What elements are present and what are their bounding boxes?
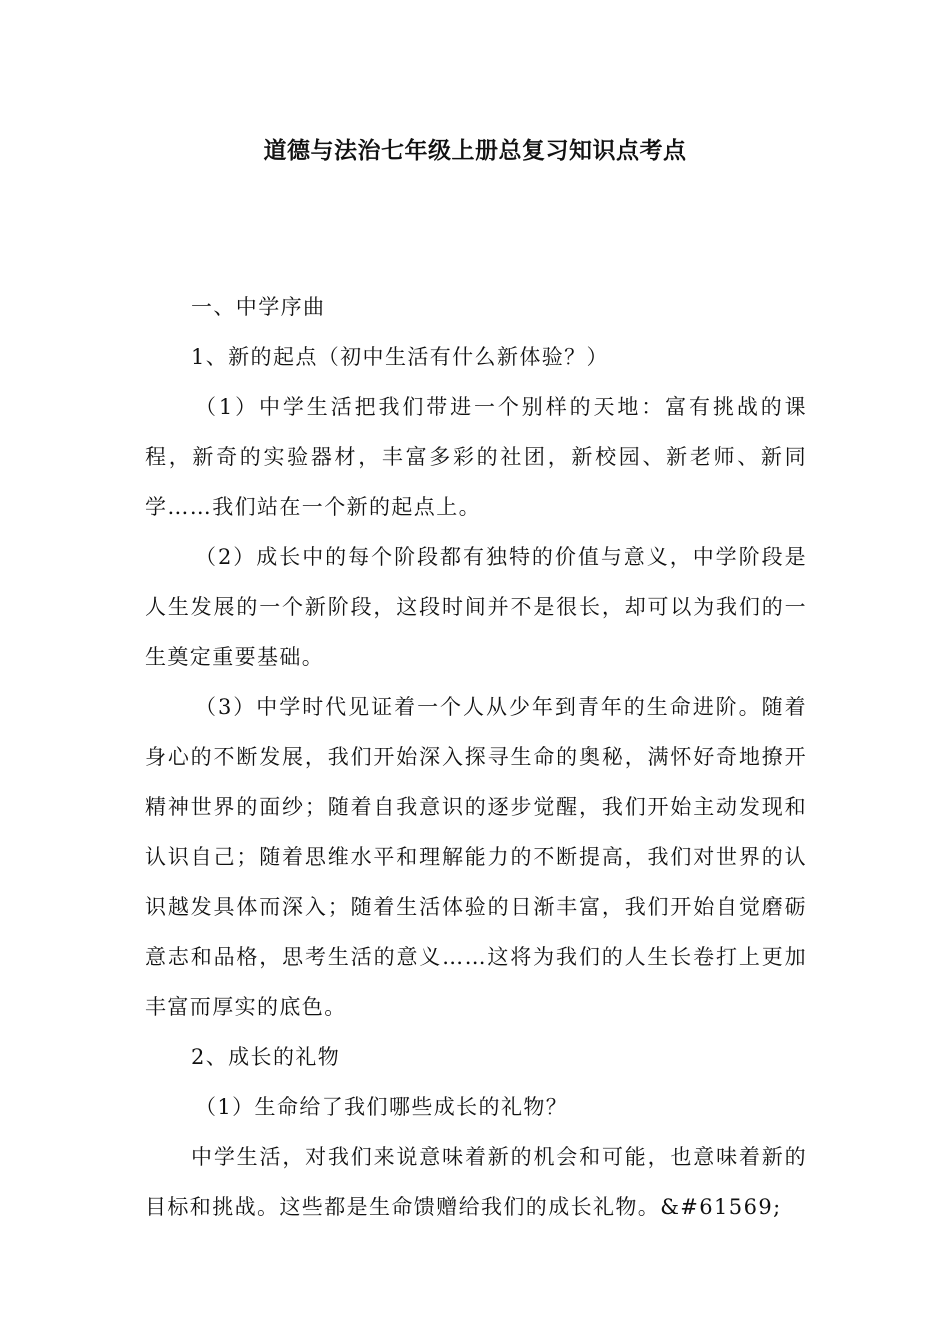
subsection-heading-1-1: 1、新的起点（初中生活有什么新体验？）: [191, 345, 609, 369]
paragraph-1-1-1: （1）中学生活把我们带进一个别样的天地：富有挑战的课程，新奇的实验器材，丰富多彩的社团，新校园、新老师、新同学……我们站在一个新的起点上。: [145, 395, 807, 519]
paragraph-1-1-2: （2）成长中的每个阶段都有独特的价值与意义，中学阶段是人生发展的一个新阶段，这段时间并不是很长，却可以为我们的一生奠定重要基础。: [145, 545, 807, 669]
subsection-heading-1-2: 2、成长的礼物: [191, 1045, 341, 1069]
section-heading-1: 一、中学序曲: [191, 295, 326, 319]
paragraph-1-1-3: （3）中学时代见证着一个人从少年到青年的生命进阶。随着身心的不断发展，我们开始深入探寻生命的奥秘，满怀好奇地撩开精神世界的面纱；随着自我意识的逐步觉醒，我们开始主动发现和认识自己；随着思维水平和理解能力的不断提高，我们对世界的认识越发具体而深入；随着生活体验的日渐丰富，我们开始自觉磨砺意志和品格，思考生活的意义……这将为我们的人生长卷打上更加丰富而厚实的底色。: [145, 695, 807, 1019]
document-title: 道德与法治七年级上册总复习知识点考点: [263, 138, 687, 164]
document-body: [145, 282, 807, 1232]
question-1-2-1: （1）生命给了我们哪些成长的礼物？: [195, 1095, 569, 1119]
paragraph-1-2-1: 中学生活，对我们来说意味着新的机会和可能，也意味着新的目标和挑战。这些都是生命馈赠给我们的成长礼物。&#61569;: [145, 1145, 807, 1219]
